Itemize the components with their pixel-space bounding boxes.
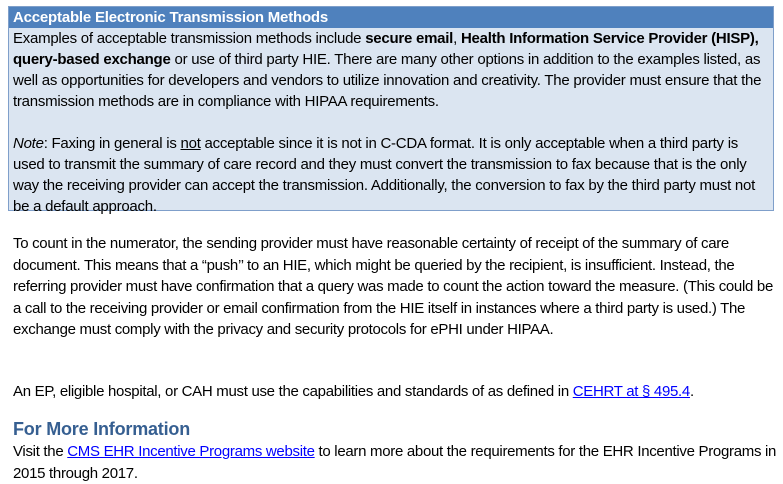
cehrt-link[interactable]: CEHRT at § 495.4 (572, 383, 690, 400)
bold-secure-email: secure email (365, 30, 454, 47)
callout-box (8, 6, 774, 215)
bold-hisp: Health Information Service Provider (HISP), query-based exchange (13, 30, 759, 68)
note-label: Note (13, 135, 44, 152)
callout-paragraph-methods: Examples of acceptable transmission methods include secure email, Health Information Service Provider (HISP), query-based exchange or use of third party HIE. There are many other options in addition to the examples listed, as well as opportunities for developers and vendors to utilize innovation and creativity. The provider must ensure that the transmission methods are in compliance with HIPAA requirements. (13, 30, 762, 110)
callout-body (9, 28, 773, 217)
cehrt-paragraph: An EP, eligible hospital, or CAH must use the capabilities and standards of as defined in CEHRT at § 495.4. (13, 383, 694, 400)
underlined-not: not (180, 135, 201, 152)
callout-title: Acceptable Electronic Transmission Methods (9, 7, 773, 28)
cms-website-link[interactable]: CMS EHR Incentive Programs website (67, 443, 315, 460)
more-info-heading: For More Information (13, 419, 190, 439)
callout-paragraph-note: Note: Faxing in general is not acceptable since it is not in C-CDA format. It is only acceptable when a third party is used to transmit the summary of care record and they must convert the transmission to fax because that is the only way the receiving provider can accept the transmission. Additionally, the conversion to fax by the third party must not be a default approach. (13, 135, 756, 215)
more-info-paragraph: Visit the CMS EHR Incentive Programs website to learn more about the requirements for the EHR Incentive Programs in 2015 through 2017. (13, 443, 777, 482)
numerator-paragraph: To count in the numerator, the sending provider must have reasonable certainty of receipt of the summary of care document. This means that a “push’’ to an HIE, which might be queried by the recipient, is insufficient. Instead, the referring provider must have confirmation that a query was made to count the action toward the measure. (This could be a call to the receiving provider or email confirmation from the HIE itself in instances where a third party is used.) The exchange must comply with the privacy and security protocols for ePHI under HIPAA. (13, 235, 774, 338)
